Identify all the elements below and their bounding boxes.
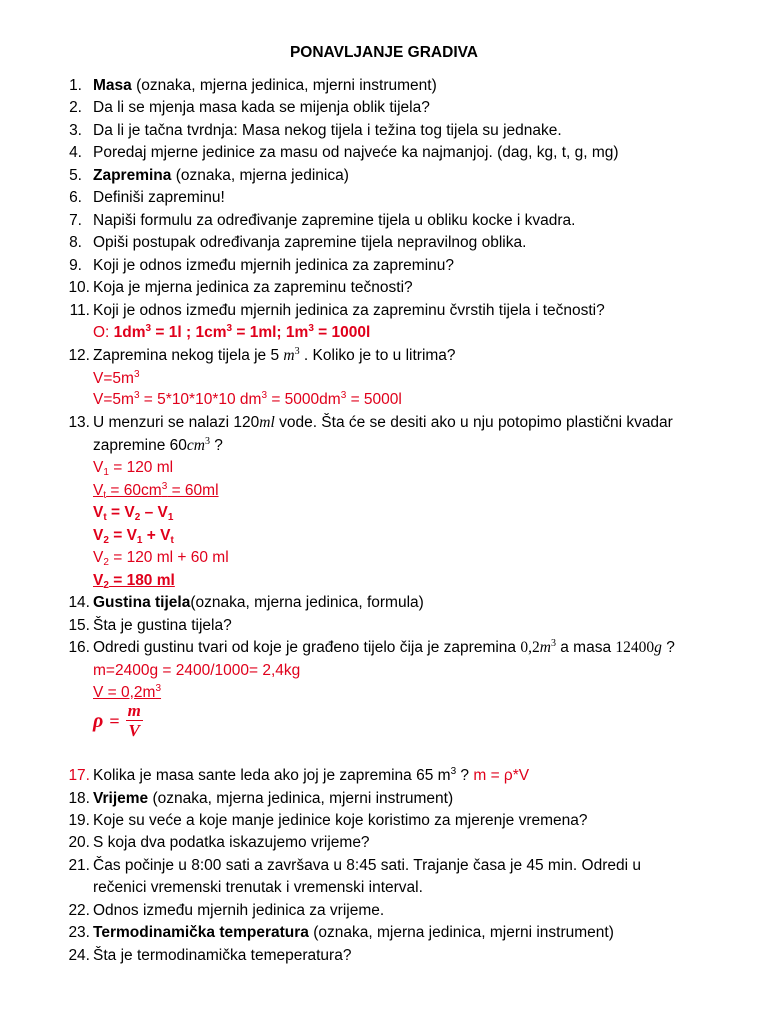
question-text: Koji je odnos između mjernih jedinica za zapreminu čvrstih tijela i tečnosti? bbox=[93, 302, 605, 319]
question-number: 12. bbox=[68, 347, 90, 364]
question-text: Napiši formulu za određivanje zapremine tijela u obliku kocke i kvadra. bbox=[93, 212, 576, 229]
formula-numerator: m bbox=[127, 701, 141, 720]
question-text: Odnos između mjernih jedinica za vrijeme. bbox=[93, 902, 385, 919]
question-number: 4. bbox=[69, 144, 82, 161]
question-text: Poredaj mjerne jedinice za masu od najveće ka najmanjoj. (dag, kg, t, g, mg) bbox=[93, 144, 619, 161]
question-text: (oznaka, mjerna jedinica, mjerni instrument) bbox=[131, 77, 437, 94]
question-number: 13. bbox=[68, 414, 90, 431]
question-text: (oznaka, mjerna jedinica) bbox=[171, 167, 349, 184]
question-text: S koja dva podatka iskazujemo vrijeme? bbox=[93, 834, 370, 851]
question-text: Definiši zapreminu! bbox=[93, 189, 225, 206]
question-number: 11. bbox=[69, 302, 90, 319]
question-number: 10. bbox=[68, 279, 90, 296]
question-text: Koje su veće a koje manje jedinice koje koristimo za mjerenje vremena? bbox=[93, 812, 588, 829]
question-text: Šta je gustina tijela? bbox=[93, 617, 232, 634]
question-text: Da li se mjenja masa kada se mijenja oblik tijela? bbox=[93, 99, 430, 116]
question-number: 18. bbox=[68, 790, 90, 807]
question-number: 1. bbox=[69, 77, 82, 94]
question-text: Čas počinje u 8:00 sati a završava u 8:45 sati. Trajanje časa je 45 min. Odredi u bbox=[93, 857, 641, 874]
question-number: 14. bbox=[68, 594, 90, 611]
question-number: 19. bbox=[68, 812, 90, 829]
density-formula: ρ = $\frac{m}{V}$ bbox=[93, 701, 141, 740]
question-number: 24. bbox=[68, 947, 90, 964]
question-number: 7. bbox=[69, 212, 82, 229]
question-text: Šta je termodinamička temeperatura? bbox=[93, 947, 352, 964]
question-number: 20. bbox=[68, 834, 90, 851]
question-number: 17. bbox=[68, 767, 90, 784]
question-text: Koji je odnos između mjernih jedinica za zapreminu? bbox=[93, 257, 454, 274]
question-keyword: Masa bbox=[93, 77, 132, 94]
question-number: 6. bbox=[69, 189, 82, 206]
question-number: 16. bbox=[68, 639, 90, 656]
question-number: 22. bbox=[68, 902, 90, 919]
question-number: 23. bbox=[68, 924, 90, 941]
question-text: Opiši postupak određivanja zapremine tijela nepravilnog oblika. bbox=[93, 234, 527, 251]
question-number: 9. bbox=[69, 257, 82, 274]
question-keyword: Termodinamička temperatura bbox=[93, 924, 309, 941]
question-number: 8. bbox=[69, 234, 82, 251]
answer-17: m = ρ*V bbox=[473, 767, 530, 784]
question-number: 3. bbox=[69, 122, 82, 139]
formula-denominator: V bbox=[128, 721, 140, 740]
question-text: Koja je mjerna jedinica za zapreminu tečnosti? bbox=[93, 279, 413, 296]
question-keyword: Vrijeme bbox=[93, 790, 149, 807]
question-text: (oznaka, mjerna jedinica, mjerni instrument) bbox=[148, 790, 454, 807]
question-keyword: Gustina tijela bbox=[93, 594, 191, 611]
question-keyword: Zapremina bbox=[93, 167, 172, 184]
question-text: (oznaka, mjerna jedinica, formula) bbox=[190, 594, 424, 611]
question-text: Da li je tačna tvrdnja: Masa nekog tijela i težina tog tijela su jednake. bbox=[93, 122, 562, 139]
question-text: rečenici vremenski trenutak i vremenski interval. bbox=[93, 879, 423, 896]
question-number: 5. bbox=[69, 167, 82, 184]
question-number: 21. bbox=[68, 857, 90, 874]
question-number: 2. bbox=[69, 99, 82, 116]
question-text: (oznaka, mjerna jedinica, mjerni instrument) bbox=[308, 924, 614, 941]
page-title: PONAVLJANJE GRADIVA bbox=[289, 44, 479, 61]
question-number: 15. bbox=[68, 617, 90, 634]
